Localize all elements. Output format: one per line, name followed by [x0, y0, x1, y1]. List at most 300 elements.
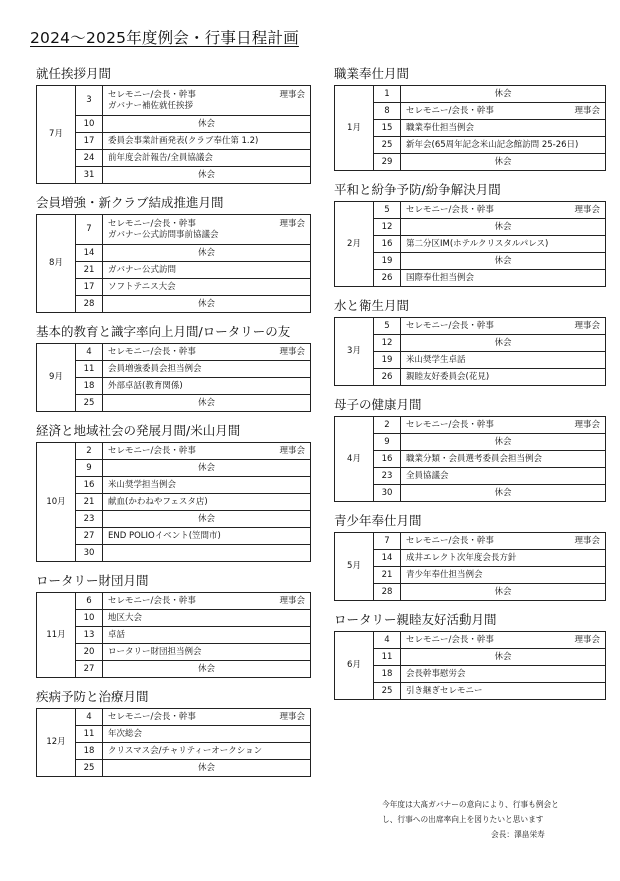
month-section	[334, 182, 606, 287]
event-cell: 休会	[401, 86, 606, 103]
schedule-row	[335, 154, 606, 171]
event-text: 卓話	[108, 629, 126, 640]
event-main	[108, 381, 305, 392]
event-main	[108, 531, 305, 542]
day-cell: 26	[374, 369, 401, 386]
event-text: セレモニー/会長・幹事	[406, 535, 494, 546]
event-cell	[401, 550, 606, 567]
day-cell: 30	[76, 545, 103, 562]
section-title: ロータリー親睦友好活動月間	[334, 612, 497, 627]
schedule-row	[335, 120, 606, 137]
event-text: 米山奨学担当例会	[108, 479, 177, 490]
event-text: 青少年奉仕担当例会	[406, 569, 483, 580]
schedule-row	[335, 533, 606, 550]
event-text: セレモニー/会長・幹事	[108, 595, 196, 606]
event-main	[108, 746, 305, 757]
schedule-row	[335, 318, 606, 335]
event-text: 全員協議会	[406, 470, 449, 481]
event-cell: 休会	[401, 485, 606, 502]
event-main	[406, 372, 600, 383]
event-main	[406, 106, 600, 117]
schedule-row	[37, 511, 311, 528]
month-cell: 8月	[37, 215, 76, 313]
event-main	[108, 712, 305, 723]
section-title: 水と衛生月間	[334, 298, 410, 313]
schedule-row	[335, 335, 606, 352]
event-subtext: ガバナー補佐就任挨拶	[108, 100, 194, 111]
event-cell	[401, 202, 606, 219]
day-cell: 6	[76, 593, 103, 610]
month-cell: 9月	[37, 344, 76, 412]
event-cell	[103, 378, 311, 395]
schedule-row	[37, 477, 311, 494]
event-cell	[401, 666, 606, 683]
schedule-row	[37, 593, 311, 610]
schedule-row	[335, 219, 606, 236]
month-section	[36, 66, 311, 184]
event-cell	[401, 103, 606, 120]
note-line-2: し、行事への出席率向上を図りたいと思います	[382, 815, 544, 824]
section-title: 青少年奉仕月間	[334, 513, 422, 528]
schedule-table	[36, 343, 311, 412]
day-cell: 4	[76, 344, 103, 361]
event-main	[406, 635, 600, 646]
month-section	[334, 298, 606, 386]
schedule-table	[334, 631, 606, 700]
event-main	[108, 729, 305, 740]
month-section	[36, 689, 311, 777]
section-title: 就任挨拶月間	[36, 66, 112, 81]
board-meeting-label: 理事会	[574, 204, 600, 215]
event-text: 会長幹事慰労会	[406, 668, 466, 679]
schedule-row	[37, 627, 311, 644]
day-cell: 25	[76, 760, 103, 777]
event-cell: 休会	[103, 296, 311, 313]
schedule-table	[36, 708, 311, 777]
schedule-row	[37, 494, 311, 511]
event-text: セレモニー/会長・幹事	[108, 711, 196, 722]
schedule-row	[37, 545, 311, 562]
month-cell: 1月	[335, 86, 374, 171]
schedule-row	[37, 167, 311, 184]
month-section	[36, 573, 311, 678]
event-text: ガバナー公式訪問	[108, 264, 177, 275]
month-section	[36, 423, 311, 562]
event-cell	[103, 709, 311, 726]
month-section	[334, 513, 606, 601]
event-main	[406, 570, 600, 581]
schedule-row	[335, 369, 606, 386]
day-cell: 28	[374, 584, 401, 601]
month-cell: 7月	[37, 86, 76, 184]
month-section	[334, 612, 606, 700]
month-cell: 12月	[37, 709, 76, 777]
schedule-table	[36, 214, 311, 313]
month-cell: 2月	[335, 202, 374, 287]
day-cell: 5	[374, 202, 401, 219]
event-subtext: ガバナー公式訪問事前協議会	[108, 229, 219, 240]
event-main	[108, 630, 305, 641]
event-text: 地区大会	[108, 612, 143, 623]
event-main	[406, 355, 600, 366]
schedule-row	[37, 610, 311, 627]
schedule-row	[37, 644, 311, 661]
schedule-row	[335, 352, 606, 369]
board-meeting-label: 理事会	[279, 711, 305, 722]
schedule-table	[334, 85, 606, 171]
schedule-row	[37, 150, 311, 167]
event-cell	[103, 726, 311, 743]
schedule-row	[335, 584, 606, 601]
day-cell: 2	[76, 443, 103, 460]
event-cell: 休会	[103, 167, 311, 184]
event-main	[108, 265, 305, 276]
event-text: 引き継ぎセレモニー	[406, 685, 483, 696]
event-cell	[103, 133, 311, 150]
section-title: 母子の健康月間	[334, 397, 422, 412]
event-cell	[103, 477, 311, 494]
schedule-row	[335, 666, 606, 683]
schedule-row	[37, 661, 311, 678]
schedule-row	[335, 683, 606, 700]
event-cell	[103, 627, 311, 644]
schedule-row	[37, 245, 311, 262]
event-cell	[401, 417, 606, 434]
day-cell: 20	[76, 644, 103, 661]
event-cell: 休会	[103, 245, 311, 262]
event-main	[406, 553, 600, 564]
schedule-row	[37, 443, 311, 460]
event-main	[406, 454, 600, 465]
event-main	[406, 239, 600, 250]
event-cell	[103, 528, 311, 545]
section-title: ロータリー財団月間	[36, 573, 149, 588]
event-text: セレモニー/会長・幹事	[108, 445, 196, 456]
event-main	[108, 219, 305, 230]
event-cell	[103, 494, 311, 511]
section-title: 平和と紛争予防/紛争解決月間	[334, 182, 501, 197]
board-meeting-label: 理事会	[279, 218, 305, 229]
schedule-column-left	[36, 66, 311, 788]
month-section	[334, 397, 606, 502]
day-cell: 23	[374, 468, 401, 485]
event-text: セレモニー/会長・幹事	[406, 634, 494, 645]
event-main	[108, 347, 305, 358]
schedule-row	[335, 236, 606, 253]
schedule-row	[37, 726, 311, 743]
event-cell: 休会	[103, 661, 311, 678]
schedule-row	[37, 709, 311, 726]
event-text: セレモニー/会長・幹事	[108, 346, 196, 357]
event-cell: 休会	[103, 760, 311, 777]
day-cell: 12	[374, 219, 401, 236]
day-cell: 9	[76, 460, 103, 477]
event-cell	[401, 567, 606, 584]
event-text: セレモニー/会長・幹事	[406, 105, 494, 116]
event-cell	[103, 150, 311, 167]
event-main	[108, 613, 305, 624]
event-main	[406, 205, 600, 216]
event-main	[406, 471, 600, 482]
event-main	[406, 669, 600, 680]
event-main	[108, 282, 305, 293]
schedule-row	[335, 417, 606, 434]
month-section	[36, 324, 311, 412]
event-cell: 休会	[401, 154, 606, 171]
day-cell: 12	[374, 335, 401, 352]
event-cell: 休会	[401, 434, 606, 451]
day-cell: 16	[374, 236, 401, 253]
board-meeting-label: 理事会	[574, 535, 600, 546]
event-text: 親睦友好委員会(花見)	[406, 371, 490, 382]
month-cell: 4月	[335, 417, 374, 502]
day-cell: 18	[76, 378, 103, 395]
day-cell: 16	[374, 451, 401, 468]
day-cell: 18	[374, 666, 401, 683]
event-main	[406, 321, 600, 332]
event-cell	[103, 262, 311, 279]
event-cell	[401, 352, 606, 369]
event-cell: 休会	[401, 584, 606, 601]
event-text: 職業奉仕担当例会	[406, 122, 475, 133]
month-cell: 3月	[335, 318, 374, 386]
schedule-row	[335, 86, 606, 103]
schedule-row	[335, 649, 606, 666]
schedule-row	[37, 296, 311, 313]
board-meeting-label: 理事会	[574, 419, 600, 430]
day-cell: 1	[374, 86, 401, 103]
day-cell: 15	[374, 120, 401, 137]
day-cell: 3	[76, 86, 103, 116]
section-title: 会員増強・新クラブ結成推進月間	[36, 195, 224, 210]
schedule-row	[335, 567, 606, 584]
schedule-table	[334, 532, 606, 601]
event-cell: 休会	[401, 335, 606, 352]
event-cell	[103, 545, 311, 562]
event-main	[108, 480, 305, 491]
event-cell	[103, 215, 311, 245]
day-cell: 24	[76, 150, 103, 167]
event-cell: 休会	[401, 649, 606, 666]
event-text: END POLIOイベント(笠間市)	[108, 530, 221, 541]
board-meeting-label: 理事会	[574, 634, 600, 645]
schedule-row	[335, 451, 606, 468]
schedule-row	[37, 262, 311, 279]
event-main	[108, 596, 305, 607]
note-signature: 会長：澤畠栄寿	[491, 830, 545, 839]
schedule-row	[335, 137, 606, 154]
section-title: 疾病予防と治療月間	[36, 689, 149, 704]
board-meeting-label: 理事会	[574, 105, 600, 116]
event-main	[406, 536, 600, 547]
event-text: 献血(かわねやフェスタ店)	[108, 496, 208, 507]
day-cell: 25	[374, 137, 401, 154]
day-cell: 11	[76, 726, 103, 743]
event-main	[108, 497, 305, 508]
schedule-table	[36, 592, 311, 678]
day-cell: 13	[76, 627, 103, 644]
event-text: セレモニー/会長・幹事	[108, 89, 196, 100]
event-main	[108, 446, 305, 457]
schedule-row	[335, 485, 606, 502]
day-cell: 19	[374, 253, 401, 270]
schedule-row	[335, 103, 606, 120]
board-meeting-label: 理事会	[279, 445, 305, 456]
day-cell: 18	[76, 743, 103, 760]
event-main	[406, 420, 600, 431]
event-cell	[401, 369, 606, 386]
event-cell: 休会	[103, 511, 311, 528]
event-cell	[401, 632, 606, 649]
schedule-row	[335, 550, 606, 567]
schedule-row	[37, 378, 311, 395]
event-text: クリスマス会/チャリティーオークション	[108, 745, 263, 756]
day-cell: 25	[374, 683, 401, 700]
month-cell: 6月	[335, 632, 374, 700]
day-cell: 11	[374, 649, 401, 666]
month-section	[36, 195, 311, 313]
event-main	[406, 686, 600, 697]
event-main	[406, 123, 600, 134]
event-cell	[401, 451, 606, 468]
day-cell: 8	[374, 103, 401, 120]
schedule-row	[37, 279, 311, 296]
day-cell: 5	[374, 318, 401, 335]
note-line-1: 今年度は大髙ガバナーの意向により、行事も例会と	[382, 800, 559, 809]
event-main	[108, 647, 305, 658]
event-text: ソフトテニス大会	[108, 281, 176, 292]
day-cell: 17	[76, 279, 103, 296]
event-text: 前年度会計報告/全員協議会	[108, 152, 213, 163]
event-text: 職業分類・会員選考委員会担当例会	[406, 453, 543, 464]
schedule-row	[335, 270, 606, 287]
event-cell	[103, 610, 311, 627]
event-cell	[401, 120, 606, 137]
schedule-row	[37, 86, 311, 116]
day-cell: 2	[374, 417, 401, 434]
event-cell	[401, 236, 606, 253]
event-cell	[401, 137, 606, 154]
month-cell: 5月	[335, 533, 374, 601]
day-cell: 4	[76, 709, 103, 726]
day-cell: 10	[76, 610, 103, 627]
event-text: 米山奨学生卓話	[406, 354, 466, 365]
board-meeting-label: 理事会	[574, 320, 600, 331]
event-text: 委員会事業計画発表(クラブ奉仕第 1.2)	[108, 135, 259, 146]
day-cell: 31	[76, 167, 103, 184]
schedule-table	[334, 416, 606, 502]
event-cell	[103, 361, 311, 378]
event-cell	[103, 743, 311, 760]
event-text: 第二分区IM(ホテルクリスタルパレス)	[406, 238, 549, 249]
event-cell	[103, 593, 311, 610]
day-cell: 21	[76, 494, 103, 511]
month-cell: 10月	[37, 443, 76, 562]
event-cell: 休会	[103, 116, 311, 133]
event-text: 成井エレクト次年度会長方針	[406, 552, 517, 563]
day-cell: 25	[76, 395, 103, 412]
event-text: 新年会(65周年記念米山記念館訪問 25-26日)	[406, 139, 579, 150]
day-cell: 28	[76, 296, 103, 313]
section-title: 基本的教育と識字率向上月間/ロータリーの友	[36, 324, 291, 339]
event-text: セレモニー/会長・幹事	[406, 320, 494, 331]
day-cell: 19	[374, 352, 401, 369]
board-meeting-label: 理事会	[279, 89, 305, 100]
schedule-row	[335, 632, 606, 649]
day-cell: 29	[374, 154, 401, 171]
event-text: ロータリー財団担当例会	[108, 646, 202, 657]
chairman-note	[382, 797, 559, 842]
event-main	[108, 153, 305, 164]
month-section	[334, 66, 606, 171]
section-title: 職業奉仕月間	[334, 66, 410, 81]
schedule-row	[335, 468, 606, 485]
day-cell: 10	[76, 116, 103, 133]
event-main	[108, 136, 305, 147]
event-main	[406, 273, 600, 284]
event-text: 国際奉仕担当例会	[406, 272, 475, 283]
event-text: 外部卓話(教育関係)	[108, 380, 183, 391]
day-cell: 26	[374, 270, 401, 287]
schedule-table	[334, 317, 606, 386]
day-cell: 14	[76, 245, 103, 262]
day-cell: 14	[374, 550, 401, 567]
event-cell	[401, 270, 606, 287]
event-cell	[103, 86, 311, 116]
day-cell: 17	[76, 133, 103, 150]
section-title: 経済と地域社会の発展月間/米山月間	[36, 423, 241, 438]
schedule-table	[36, 85, 311, 184]
board-meeting-label: 理事会	[279, 595, 305, 606]
day-cell: 30	[374, 485, 401, 502]
schedule-row	[37, 760, 311, 777]
event-text: セレモニー/会長・幹事	[108, 218, 196, 229]
event-text: セレモニー/会長・幹事	[406, 204, 494, 215]
event-cell	[401, 318, 606, 335]
schedule-row	[37, 116, 311, 133]
schedule-row	[37, 361, 311, 378]
page-title: 2024〜2025年度例会・行事日程計画	[30, 29, 299, 47]
day-cell: 16	[76, 477, 103, 494]
schedule-table	[36, 442, 311, 562]
schedule-column-right	[334, 66, 606, 711]
event-text: 年次総会	[108, 728, 143, 739]
day-cell: 7	[76, 215, 103, 245]
schedule-row	[37, 528, 311, 545]
event-cell	[103, 443, 311, 460]
schedule-row	[37, 215, 311, 245]
day-cell: 23	[76, 511, 103, 528]
schedule-row	[37, 743, 311, 760]
schedule-row	[335, 202, 606, 219]
day-cell: 27	[76, 661, 103, 678]
day-cell: 9	[374, 434, 401, 451]
schedule-row	[37, 133, 311, 150]
event-text: 会員増強委員会担当例会	[108, 363, 202, 374]
schedule-row	[37, 460, 311, 477]
event-cell: 休会	[103, 395, 311, 412]
event-main	[108, 364, 305, 375]
event-main	[406, 140, 600, 151]
schedule-row	[37, 395, 311, 412]
day-cell: 27	[76, 528, 103, 545]
event-cell: 休会	[401, 253, 606, 270]
event-cell	[401, 468, 606, 485]
day-cell: 11	[76, 361, 103, 378]
event-cell	[103, 644, 311, 661]
event-cell: 休会	[103, 460, 311, 477]
event-main	[108, 90, 305, 101]
